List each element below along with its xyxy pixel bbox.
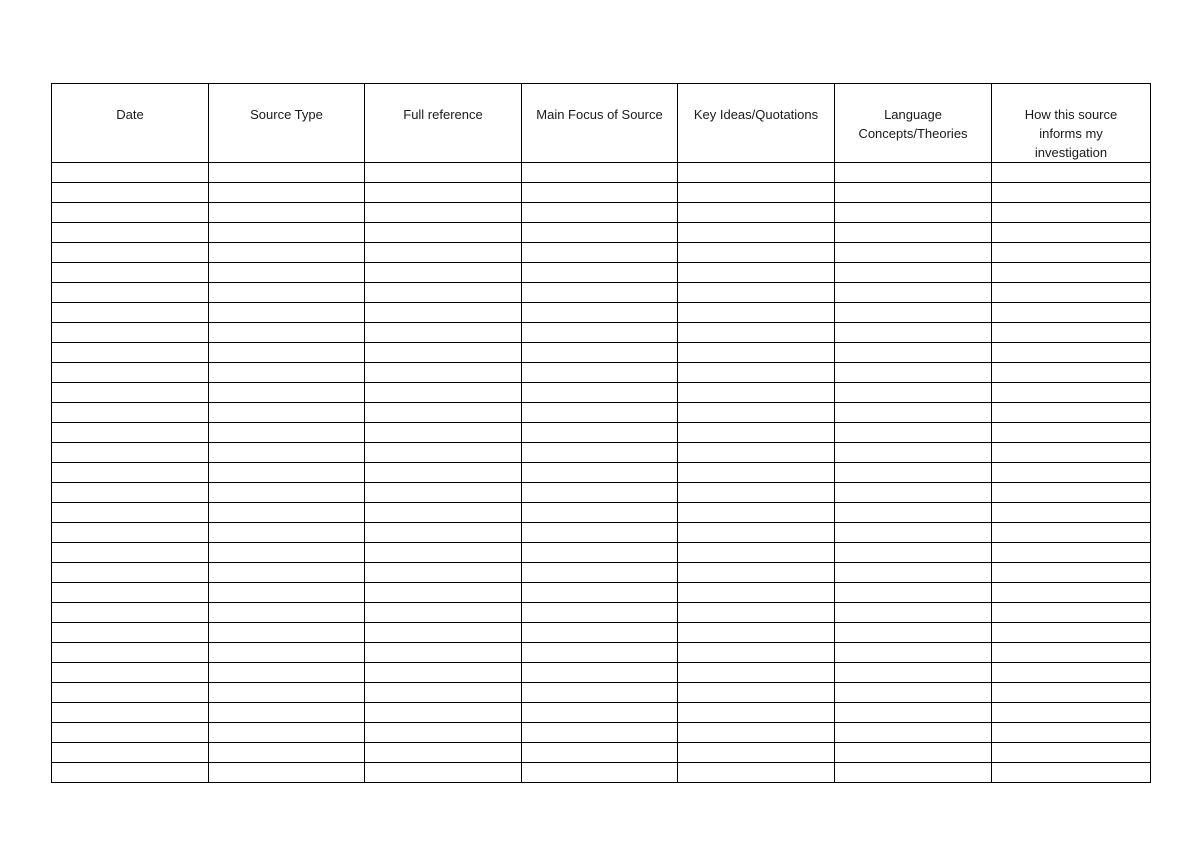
- table-cell[interactable]: [992, 423, 1151, 443]
- table-cell[interactable]: [835, 663, 992, 683]
- table-cell[interactable]: [835, 623, 992, 643]
- table-row: [52, 483, 1151, 503]
- table-row: [52, 643, 1151, 663]
- table-cell[interactable]: [522, 763, 678, 783]
- table-row: [52, 463, 1151, 483]
- table-row: [52, 303, 1151, 323]
- table-cell[interactable]: [522, 243, 678, 263]
- table-cell[interactable]: [209, 643, 365, 663]
- table-cell[interactable]: [365, 663, 522, 683]
- table-cell[interactable]: [678, 763, 835, 783]
- table-cell[interactable]: [522, 363, 678, 383]
- table-cell[interactable]: [992, 763, 1151, 783]
- table-cell[interactable]: [992, 463, 1151, 483]
- table-row: [52, 443, 1151, 463]
- table-cell[interactable]: [522, 723, 678, 743]
- table-cell[interactable]: [678, 323, 835, 343]
- table-cell[interactable]: [365, 423, 522, 443]
- table-cell[interactable]: [992, 723, 1151, 743]
- table-cell[interactable]: [992, 663, 1151, 683]
- table-cell[interactable]: [52, 363, 209, 383]
- table-row: [52, 543, 1151, 563]
- table-row: [52, 683, 1151, 703]
- header-main-focus: Main Focus of Source: [522, 84, 678, 163]
- table-cell[interactable]: [209, 703, 365, 723]
- table-cell[interactable]: [992, 583, 1151, 603]
- table-cell[interactable]: [365, 483, 522, 503]
- table-cell[interactable]: [365, 383, 522, 403]
- table-cell[interactable]: [835, 303, 992, 323]
- table-cell[interactable]: [678, 363, 835, 383]
- table-cell[interactable]: [209, 483, 365, 503]
- table-cell[interactable]: [992, 183, 1151, 203]
- table-cell[interactable]: [52, 663, 209, 683]
- table-cell[interactable]: [365, 603, 522, 623]
- table-cell[interactable]: [835, 563, 992, 583]
- table-row: [52, 703, 1151, 723]
- table-cell[interactable]: [992, 523, 1151, 543]
- table-cell[interactable]: [835, 643, 992, 663]
- table-cell[interactable]: [52, 723, 209, 743]
- table-cell[interactable]: [365, 303, 522, 323]
- table-cell[interactable]: [835, 703, 992, 723]
- table-cell[interactable]: [365, 183, 522, 203]
- table-cell[interactable]: [52, 623, 209, 643]
- table-cell[interactable]: [835, 363, 992, 383]
- table-cell[interactable]: [522, 223, 678, 243]
- table-cell[interactable]: [209, 383, 365, 403]
- table-cell[interactable]: [209, 723, 365, 743]
- table-row: [52, 283, 1151, 303]
- table-cell[interactable]: [52, 343, 209, 363]
- table-cell[interactable]: [209, 243, 365, 263]
- header-informs-investigation: How this source informs my investigation: [992, 84, 1151, 163]
- table-cell[interactable]: [522, 203, 678, 223]
- table-cell[interactable]: [365, 243, 522, 263]
- table-cell[interactable]: [52, 383, 209, 403]
- table-cell[interactable]: [522, 523, 678, 543]
- table-cell[interactable]: [835, 263, 992, 283]
- table-cell[interactable]: [209, 743, 365, 763]
- table-cell[interactable]: [992, 263, 1151, 283]
- table-cell[interactable]: [678, 483, 835, 503]
- table-cell[interactable]: [992, 363, 1151, 383]
- table-cell[interactable]: [365, 343, 522, 363]
- table-cell[interactable]: [522, 323, 678, 343]
- table-cell[interactable]: [835, 483, 992, 503]
- table-cell[interactable]: [835, 343, 992, 363]
- table-cell[interactable]: [52, 583, 209, 603]
- table-cell[interactable]: [209, 323, 365, 343]
- table-row: [52, 403, 1151, 423]
- table-cell[interactable]: [52, 443, 209, 463]
- table-row: [52, 603, 1151, 623]
- table-cell[interactable]: [52, 483, 209, 503]
- table-cell[interactable]: [52, 763, 209, 783]
- table-cell[interactable]: [365, 583, 522, 603]
- table-row: [52, 203, 1151, 223]
- table-cell[interactable]: [365, 503, 522, 523]
- table-cell[interactable]: [209, 223, 365, 243]
- table-cell[interactable]: [522, 283, 678, 303]
- table-cell[interactable]: [52, 543, 209, 563]
- table-cell[interactable]: [209, 183, 365, 203]
- table-cell[interactable]: [522, 303, 678, 323]
- table-cell[interactable]: [52, 303, 209, 323]
- table-cell[interactable]: [365, 283, 522, 303]
- table-cell[interactable]: [365, 463, 522, 483]
- table-cell[interactable]: [209, 603, 365, 623]
- table-cell[interactable]: [522, 603, 678, 623]
- table-cell[interactable]: [992, 563, 1151, 583]
- table-cell[interactable]: [522, 263, 678, 283]
- table-cell[interactable]: [835, 203, 992, 223]
- table-cell[interactable]: [678, 403, 835, 423]
- table-row: [52, 663, 1151, 683]
- table-row: [52, 563, 1151, 583]
- table-cell[interactable]: [522, 343, 678, 363]
- table-cell[interactable]: [678, 443, 835, 463]
- table-cell[interactable]: [365, 703, 522, 723]
- table-cell[interactable]: [209, 263, 365, 283]
- table-cell[interactable]: [52, 503, 209, 523]
- table-row: [52, 163, 1151, 183]
- table-cell[interactable]: [522, 743, 678, 763]
- table-cell[interactable]: [678, 603, 835, 623]
- table-cell[interactable]: [678, 183, 835, 203]
- table-cell[interactable]: [209, 423, 365, 443]
- table-cell[interactable]: [52, 743, 209, 763]
- table-cell[interactable]: [522, 663, 678, 683]
- table-cell[interactable]: [209, 303, 365, 323]
- table-row: [52, 263, 1151, 283]
- table-cell[interactable]: [365, 363, 522, 383]
- table-cell[interactable]: [365, 683, 522, 703]
- table-cell[interactable]: [678, 303, 835, 323]
- table-row: [52, 183, 1151, 203]
- table-cell[interactable]: [522, 503, 678, 523]
- table-cell[interactable]: [522, 623, 678, 643]
- table-cell[interactable]: [365, 563, 522, 583]
- table-row: [52, 503, 1151, 523]
- table-cell[interactable]: [992, 343, 1151, 363]
- table-row: [52, 343, 1151, 363]
- table-cell[interactable]: [992, 223, 1151, 243]
- table-cell[interactable]: [835, 443, 992, 463]
- table-body: [52, 163, 1151, 783]
- table-cell[interactable]: [678, 203, 835, 223]
- table-cell[interactable]: [992, 643, 1151, 663]
- table-cell[interactable]: [209, 663, 365, 683]
- table-cell[interactable]: [522, 683, 678, 703]
- table-cell[interactable]: [52, 203, 209, 223]
- table-cell[interactable]: [678, 523, 835, 543]
- table-cell[interactable]: [522, 183, 678, 203]
- table-cell[interactable]: [992, 743, 1151, 763]
- table-cell[interactable]: [209, 403, 365, 423]
- table-cell[interactable]: [52, 323, 209, 343]
- table-cell[interactable]: [678, 383, 835, 403]
- table-cell[interactable]: [365, 203, 522, 223]
- table-cell[interactable]: [52, 603, 209, 623]
- table-cell[interactable]: [835, 403, 992, 423]
- table-cell[interactable]: [835, 183, 992, 203]
- table-cell[interactable]: [209, 683, 365, 703]
- table-cell[interactable]: [992, 283, 1151, 303]
- table-cell[interactable]: [365, 163, 522, 183]
- table-cell[interactable]: [678, 463, 835, 483]
- table-cell[interactable]: [365, 623, 522, 643]
- table-cell[interactable]: [678, 343, 835, 363]
- table-cell[interactable]: [992, 383, 1151, 403]
- table-cell[interactable]: [209, 363, 365, 383]
- header-key-ideas: Key Ideas/Quotations: [678, 84, 835, 163]
- table-cell[interactable]: [52, 223, 209, 243]
- table-cell[interactable]: [835, 163, 992, 183]
- table-cell[interactable]: [365, 643, 522, 663]
- table-cell[interactable]: [835, 523, 992, 543]
- table-cell[interactable]: [835, 243, 992, 263]
- table-row: [52, 763, 1151, 783]
- table-cell[interactable]: [522, 423, 678, 443]
- table-cell[interactable]: [365, 323, 522, 343]
- table-cell[interactable]: [52, 183, 209, 203]
- table-cell[interactable]: [209, 163, 365, 183]
- table-cell[interactable]: [52, 523, 209, 543]
- table-cell[interactable]: [992, 623, 1151, 643]
- table-row: [52, 423, 1151, 443]
- table-cell[interactable]: [678, 503, 835, 523]
- table-cell[interactable]: [522, 443, 678, 463]
- table-cell[interactable]: [52, 563, 209, 583]
- table-cell[interactable]: [992, 503, 1151, 523]
- table-cell[interactable]: [992, 683, 1151, 703]
- table-cell[interactable]: [522, 163, 678, 183]
- table-cell[interactable]: [835, 583, 992, 603]
- table-cell[interactable]: [52, 283, 209, 303]
- table-cell[interactable]: [835, 503, 992, 523]
- table-cell[interactable]: [678, 283, 835, 303]
- table-row: [52, 363, 1151, 383]
- table-cell[interactable]: [678, 243, 835, 263]
- table-cell[interactable]: [678, 563, 835, 583]
- table-cell[interactable]: [522, 403, 678, 423]
- table-cell[interactable]: [992, 483, 1151, 503]
- table-cell[interactable]: [678, 683, 835, 703]
- table-cell[interactable]: [678, 163, 835, 183]
- table-row: [52, 723, 1151, 743]
- table-cell[interactable]: [678, 423, 835, 443]
- table-cell[interactable]: [678, 263, 835, 283]
- header-full-reference: Full reference: [365, 84, 522, 163]
- table-cell[interactable]: [209, 463, 365, 483]
- table-cell[interactable]: [835, 743, 992, 763]
- table-cell[interactable]: [678, 723, 835, 743]
- table-cell[interactable]: [52, 643, 209, 663]
- table-cell[interactable]: [992, 203, 1151, 223]
- table-cell[interactable]: [365, 263, 522, 283]
- table-cell[interactable]: [365, 723, 522, 743]
- table-cell[interactable]: [992, 323, 1151, 343]
- table-cell[interactable]: [209, 523, 365, 543]
- table-cell[interactable]: [522, 543, 678, 563]
- table-cell[interactable]: [365, 763, 522, 783]
- table-cell[interactable]: [678, 743, 835, 763]
- table-cell[interactable]: [992, 303, 1151, 323]
- table-cell[interactable]: [992, 603, 1151, 623]
- table-cell[interactable]: [209, 283, 365, 303]
- table-row: [52, 583, 1151, 603]
- table-cell[interactable]: [365, 403, 522, 423]
- table-cell[interactable]: [835, 423, 992, 443]
- table-cell[interactable]: [52, 703, 209, 723]
- table-cell[interactable]: [52, 463, 209, 483]
- table-cell[interactable]: [209, 543, 365, 563]
- table-row: [52, 223, 1151, 243]
- table-cell[interactable]: [522, 383, 678, 403]
- table-row: [52, 623, 1151, 643]
- table-cell[interactable]: [209, 503, 365, 523]
- table-cell[interactable]: [522, 463, 678, 483]
- table-cell[interactable]: [992, 403, 1151, 423]
- table-cell[interactable]: [992, 243, 1151, 263]
- table-cell[interactable]: [52, 423, 209, 443]
- table-cell[interactable]: [835, 723, 992, 743]
- table-cell[interactable]: [209, 203, 365, 223]
- table-cell[interactable]: [835, 543, 992, 563]
- table-cell[interactable]: [992, 543, 1151, 563]
- table-cell[interactable]: [992, 163, 1151, 183]
- table-cell[interactable]: [52, 243, 209, 263]
- table-cell[interactable]: [678, 223, 835, 243]
- table-cell[interactable]: [209, 623, 365, 643]
- table-cell[interactable]: [52, 263, 209, 283]
- table-row: [52, 523, 1151, 543]
- header-row: [52, 84, 1151, 163]
- header-language-concepts: Language Concepts/Theories: [835, 84, 992, 163]
- table-cell[interactable]: [992, 443, 1151, 463]
- table-row: [52, 383, 1151, 403]
- table-cell[interactable]: [678, 623, 835, 643]
- table-cell[interactable]: [209, 763, 365, 783]
- table-cell[interactable]: [678, 543, 835, 563]
- table-cell[interactable]: [365, 543, 522, 563]
- table-cell[interactable]: [209, 563, 365, 583]
- header-date: Date: [52, 84, 209, 163]
- table-row: [52, 323, 1151, 343]
- table-cell[interactable]: [365, 523, 522, 543]
- table-cell[interactable]: [209, 583, 365, 603]
- table-cell[interactable]: [835, 463, 992, 483]
- table-cell[interactable]: [209, 443, 365, 463]
- table-cell[interactable]: [835, 223, 992, 243]
- table-cell[interactable]: [835, 383, 992, 403]
- source-log-table: [51, 83, 1151, 783]
- table-cell[interactable]: [365, 443, 522, 463]
- table-cell[interactable]: [522, 643, 678, 663]
- table-cell[interactable]: [52, 683, 209, 703]
- table-cell[interactable]: [522, 563, 678, 583]
- table-cell[interactable]: [365, 743, 522, 763]
- table-cell[interactable]: [835, 683, 992, 703]
- table-cell[interactable]: [522, 703, 678, 723]
- table-cell[interactable]: [678, 703, 835, 723]
- table-cell[interactable]: [678, 583, 835, 603]
- header-source-type: Source Type: [209, 84, 365, 163]
- table-cell[interactable]: [522, 583, 678, 603]
- table-cell[interactable]: [678, 663, 835, 683]
- table-cell[interactable]: [678, 643, 835, 663]
- table-row: [52, 243, 1151, 263]
- table-cell[interactable]: [52, 403, 209, 423]
- table-cell[interactable]: [835, 603, 992, 623]
- table-cell[interactable]: [522, 483, 678, 503]
- table-cell[interactable]: [365, 223, 522, 243]
- table-cell[interactable]: [209, 343, 365, 363]
- table-cell[interactable]: [835, 283, 992, 303]
- table-cell[interactable]: [835, 323, 992, 343]
- table-cell[interactable]: [52, 163, 209, 183]
- table-row: [52, 743, 1151, 763]
- table-cell[interactable]: [835, 763, 992, 783]
- table-cell[interactable]: [992, 703, 1151, 723]
